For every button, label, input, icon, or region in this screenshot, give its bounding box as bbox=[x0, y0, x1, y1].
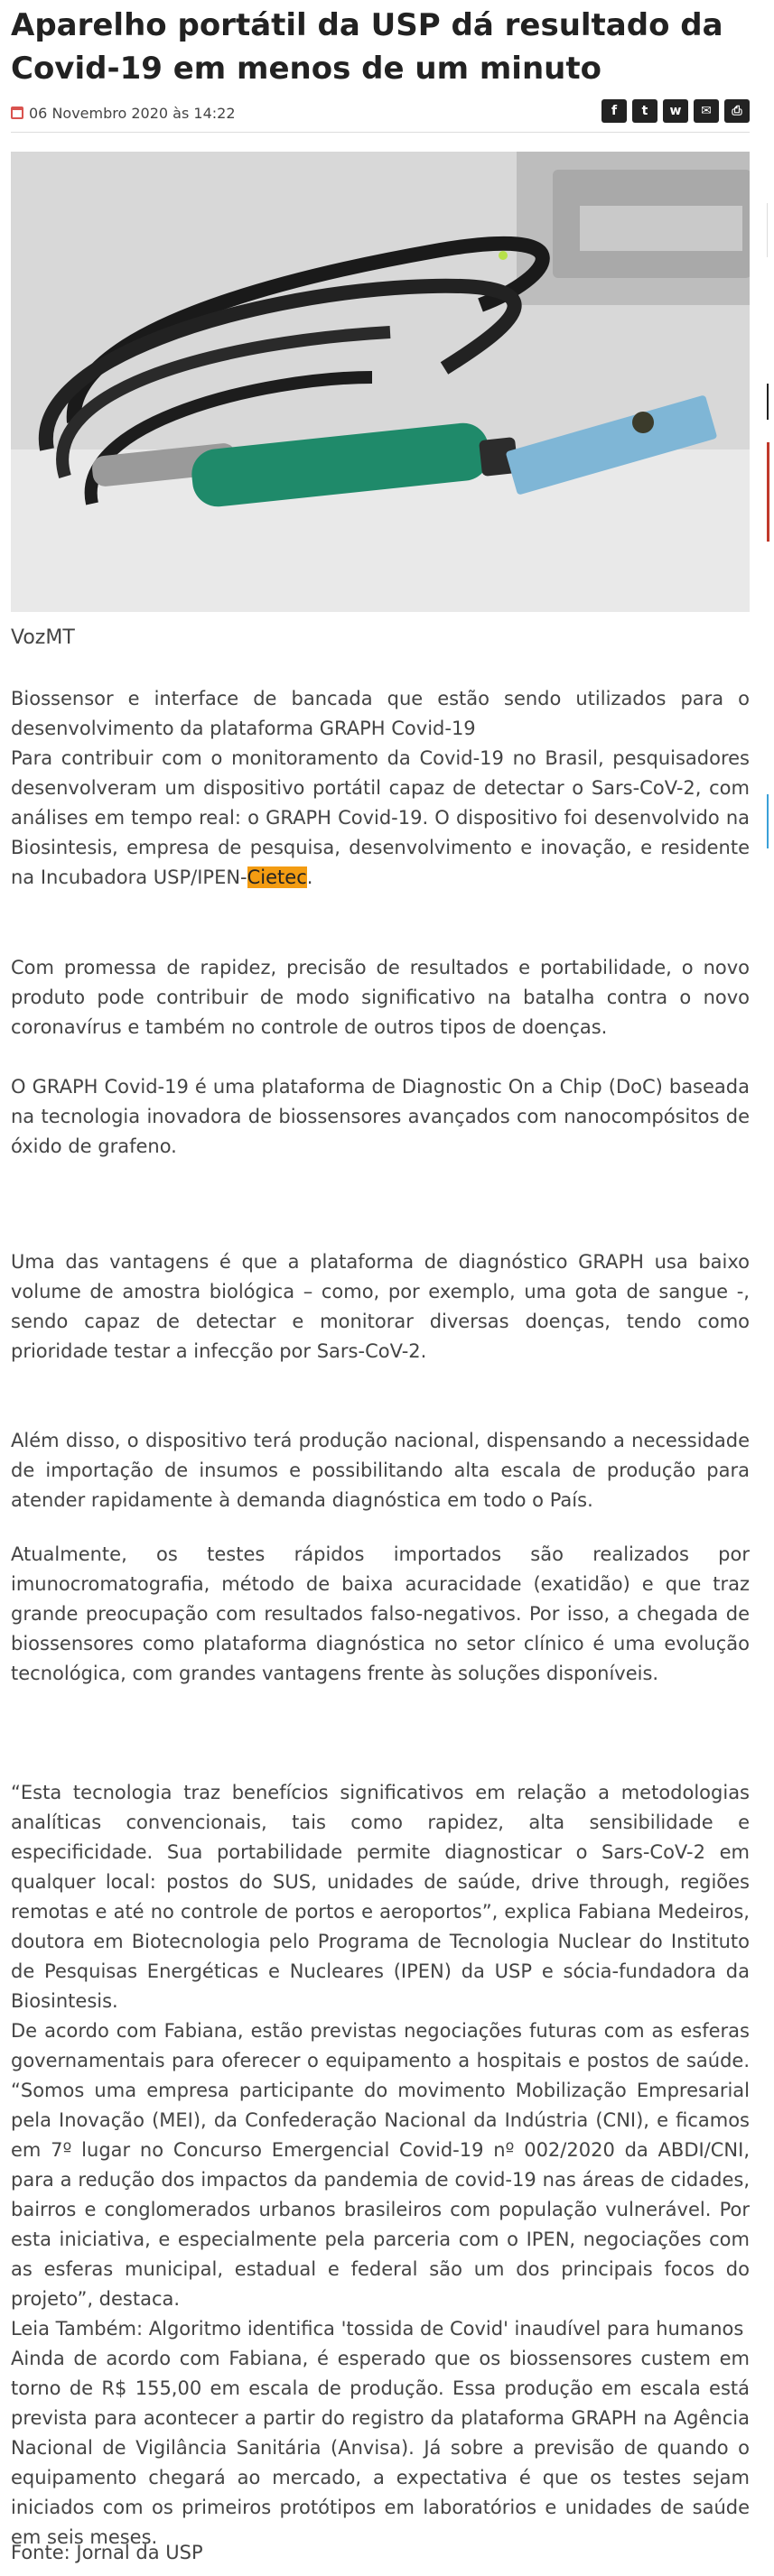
sidebar-edge bbox=[767, 384, 774, 420]
cietec-highlight: Cietec bbox=[247, 866, 307, 888]
article-source: Fonte: Jornal da USP bbox=[11, 2542, 203, 2563]
intro-end: . bbox=[306, 866, 313, 888]
read-also-link[interactable]: Leia Também: Algoritmo identifica 'tossida de Covid' inaudível para humanos bbox=[11, 2318, 744, 2340]
twitter-icon[interactable]: t bbox=[632, 99, 657, 123]
paragraph-3: O GRAPH Covid-19 é uma plataforma de Diagnostic On a Chip (DoC) baseada na tecnologia inovadora de biossensores avançados com nanocompósitos de óxido de grafeno. bbox=[11, 1076, 750, 1157]
photo-credit: VozMT bbox=[11, 626, 75, 649]
calendar-icon bbox=[11, 107, 23, 119]
share-buttons bbox=[601, 99, 750, 123]
whatsapp-icon[interactable]: w bbox=[663, 99, 688, 123]
article-photo bbox=[11, 152, 750, 612]
paragraph-1 bbox=[11, 684, 750, 893]
sidebar-edge bbox=[767, 794, 774, 848]
facebook-icon[interactable]: f bbox=[601, 99, 627, 123]
article-meta bbox=[11, 96, 750, 128]
intro-paragraph bbox=[11, 744, 750, 893]
paragraph-2: Com promessa de rapidez, precisão de resultados e portabilidade, o novo produto pode contribuir de modo significativo na batalha contra o novo coronavírus e também no controle de outros tipos de doenças. bbox=[11, 957, 750, 1038]
sidebar-edge bbox=[767, 442, 774, 542]
article-date bbox=[11, 105, 236, 122]
photo-caption: Biossensor e interface de bancada que estão sendo utilizados para o desenvolvimento da plataforma GRAPH Covid-19 bbox=[11, 688, 750, 739]
print-icon[interactable]: ⎙ bbox=[724, 99, 750, 123]
date-text: 06 Novembro 2020 às 14:22 bbox=[29, 105, 236, 122]
paragraph-9 bbox=[11, 2314, 750, 2553]
paragraph-5: Além disso, o dispositivo terá produção nacional, dispensando a necessidade de importação de insumos e possibilitando alta escala de produção para atender rapidamente à demanda diagnóstica em todo o País. bbox=[11, 1430, 750, 1511]
article bbox=[11, 0, 750, 133]
paragraph-4: Uma das vantagens é que a plataforma de diagnóstico GRAPH usa baixo volume de amostra biológica – como, por exemplo, uma gota de sangue -, sendo capaz de detectar e monitorar diversas doenças, tendo como prioridade testar a infecção por Sars-CoV-2. bbox=[11, 1251, 750, 1362]
divider bbox=[11, 132, 750, 133]
sidebar-edge bbox=[767, 203, 774, 257]
paragraph-9-text: Ainda de acordo com Fabiana, é esperado que os biossensores custem em torno de R$ 155,00 em escala de produção. Essa produção em escala está prevista para acontecer a partir do registro da plataforma GRAPH na Agência Nacional de Vigilância Sanitária (Anvisa). Já sobre a previsão de quando o equipamento chegará ao mercado, a expectativa é que os testes sejam iniciados com os primeiros protótipos em laboratórios e unidades de saúde em seis meses. bbox=[11, 2348, 750, 2548]
paragraph-7: “Esta tecnologia traz benefícios significativos em relação a metodologias analíticas convencionais, tais como rapidez, alta sensibilidade e especificidade. Sua portabilidade permite diagnosticar o Sars-CoV-2 em qualquer local: postos do SUS, unidades de saúde, drive through, regiões remotas e até no controle de portos e aeroportos”, explica Fabiana Medeiros, doutora em Biotecnologia pelo Programa de Tecnologia Nuclear do Instituto de Pesquisas Energéticas e Nucleares (IPEN) da USP e sócia-fundadora da Biosintesis. bbox=[11, 1782, 750, 2012]
biosensor-device-image bbox=[11, 152, 750, 612]
paragraph-6: Atualmente, os testes rápidos importados são realizados por imunocromatografia, método de baixa acuracidade (exatidão) e que traz grande preocupação com resultados falso-negativos. Por isso, a chegada de biossensores como plataforma diagnóstica no setor clínico é uma evolução tecnológica, com grandes vantagens frente às soluções disponíveis. bbox=[11, 1543, 750, 1684]
article-title: Aparelho portátil da USP dá resultado da Covid-19 em menos de um minuto bbox=[11, 7, 723, 87]
paragraph-8: De acordo com Fabiana, estão previstas negociações futuras com as esferas governamentais para oferecer o equipamento a hospitais e postos de saúde. “Somos uma empresa participante do movimento Mobilização Empresarial pela Inovação (MEI), da Confederação Nacional da Indústria (CNI), e ficamos em 7º lugar no Concurso Emergencial Covid-19 nº 002/2020 da ABDI/CNI, para a redução dos impactos da pandemia de covid-19 nas áreas de cidades, bairros e conglomerados urbanos brasileiros com população vulnerável. Por esta iniciativa, e especialmente pela parceria com o IPEN, negociações com as esferas municipal, estadual e federal são um dos principais focos do projeto”, destaca. bbox=[11, 2020, 750, 2310]
intro-text: Para contribuir com o monitoramento da Covid-19 no Brasil, pesquisadores desenvolveram um dispositivo portátil capaz de detectar o Sars-CoV-2, com análises em tempo real: o GRAPH Covid-19. O dispositivo foi desenvolvido na Biosintesis, empresa de pesquisa, desenvolvimento e inovação, e residente na Incubadora USP/IPEN- bbox=[11, 747, 750, 888]
email-icon[interactable]: ✉ bbox=[694, 99, 719, 123]
